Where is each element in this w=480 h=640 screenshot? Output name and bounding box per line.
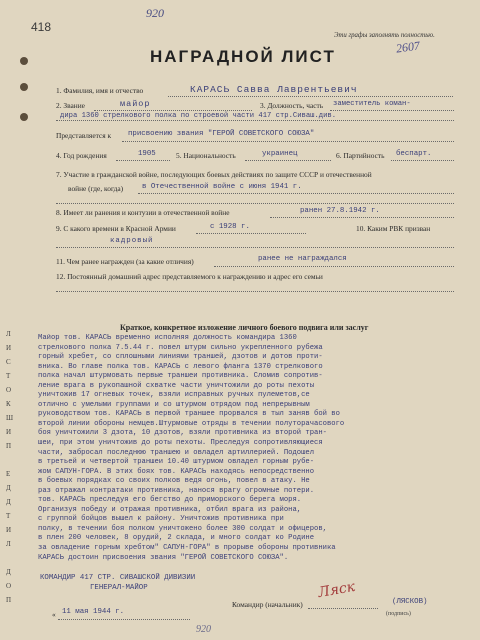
presented-label: Представляется к xyxy=(56,131,112,140)
field-8-value: ранен 27.8.1942 г. xyxy=(300,207,380,215)
field-9-label: 9. С какого времени в Красной Армии xyxy=(56,224,176,233)
presented-value: присвоению звания "ГЕРОЙ СОВЕТСКОГО СОЮЗА" xyxy=(128,130,315,138)
date-prefix: « xyxy=(52,610,56,619)
commander-signature: Ляск xyxy=(316,578,357,602)
field-12-label: 12. Постоянный домашний адрес представляемого к награждению и адрес его семьи xyxy=(56,272,323,281)
field-7-label: 7. Участие в гражданской войне, последующих боевых действиях по защите СССР и отечественной xyxy=(56,170,372,179)
field-3-label: 3. Должность, часть xyxy=(260,101,324,110)
stamp-number: 2607 xyxy=(395,38,421,56)
field-3-value: заместитель коман- xyxy=(333,100,411,108)
field-10-label: 10. Каким РВК призван xyxy=(356,224,431,233)
field-3-value-cont: дира 1360 стрелкового полка по строевой части 417 стр.Сиваш.див. xyxy=(60,112,337,120)
field-4-label: 4. Год рождения xyxy=(56,151,107,160)
page-title: НАГРАДНОЙ ЛИСТ xyxy=(150,47,336,66)
side-vertical-text: Л И С Т О К Ш И П Е Д Д Т И Л Д О П xyxy=(6,330,14,604)
field-5-label: 5. Национальность xyxy=(176,151,236,160)
archive-number-top: 920 xyxy=(146,6,164,20)
bottom-archive-number: 920 xyxy=(196,624,211,635)
field-8-label: 8. Имеет ли ранения и контузии в отечественной войне xyxy=(56,208,230,217)
field-10-value: кадровый xyxy=(110,237,154,245)
field-6-label: 6. Партийность xyxy=(336,151,385,160)
top-note: Эти графы заполнять полностью. xyxy=(334,32,435,39)
field-1-label: 1. Фамилия, имя и отчество xyxy=(56,86,144,95)
date-value: 11 мая 1944 г. xyxy=(62,608,125,616)
field-11-value: ранее не награждался xyxy=(258,255,347,263)
field-2-value: майор xyxy=(120,99,151,109)
commander-label: Командир (начальник) xyxy=(232,600,303,609)
field-9-value: с 1928 г. xyxy=(210,223,250,231)
punch-hole xyxy=(20,113,28,121)
archive-number: 418 xyxy=(31,20,52,34)
commander-title: КОМАНДИР 417 СТР. СИВАШСКОЙ ДИВИЗИИ xyxy=(40,574,196,582)
narrative-heading: Краткое, конкретное изложение личного боевого подвига или заслуг xyxy=(120,323,369,332)
field-2-label: 2. Звание xyxy=(56,101,85,110)
field-5-value: украинец xyxy=(262,150,298,158)
commander-name: (ЛЯСКОВ) xyxy=(392,598,428,606)
field-4-value: 1905 xyxy=(138,150,156,158)
field-6-value: беспарт. xyxy=(396,150,432,158)
commander-rank: ГЕНЕРАЛ-МАЙОР xyxy=(90,584,148,592)
field-11-label: 11. Чем ранее награжден (за какие отличия) xyxy=(56,257,194,266)
punch-hole xyxy=(20,57,28,65)
field-7-value: в Отечественной войне с июня 1941 г. xyxy=(142,183,302,191)
field-1-value: КАРАСЬ Савва Лаврентьевич xyxy=(190,84,358,95)
field-7-label-cont: войне (где, когда) xyxy=(68,184,124,193)
punch-hole xyxy=(20,83,28,91)
narrative-text: Майор тов. КАРАСЬ временно исполняя должность командира 1360 стрелкового полка 7.5.44 г. повел штурм сильно укрепленного рубежа горный хребет, со сплошными линиями траншей, дзотов и дотов проти- вника. Во главе полка тов. КАРАСЬ с левого фланга 1370 стрелкового полка начал штурмовать первые траншеи противника. Сломив сопротив- ление врага в рукопашной схватке части уничтожили до роты пехоты уничтожив 17 огневых точек, взяли исправных ручных пулеметов,се отлично с умелыми группами и со штурмом отрядом под непрерывным руководством тов. КАРАСЬ в первой траншее прорвался в тыл заняв бой во второй линии обороны немцев.Штурмовые отряды в течении полуторачасового боя уничтожили 3 дзота, 10 дзотов, взяли противника из второй тран- шеи, при этом уничтожив до роты пехоты. Преследуя сопротивляющиеся части, забросал последнюю траншею и овладел артиллерией. Подошел в третьей и четвертой траншеи 10.40 штурмом овладел горным рубе- жом САПУН-ГОРА. В этих боях тов. КАРАСЬ находясь непосредственно в боевых порядках со своих полков ведя огонь, повел в атаку. Не раз отражал контратаки противника, нанося врагу огромные потери. тов. КАРАСЬ преследуя его бегство до приморского берега моря. Организуя победу и отражая противника, отбил врага из района, с группой бойцов вышел к району. Уничтожив противника при полку, в течении боя полком уничтожено более 300 солдат и офицеров, в плен 200 человек, 8 орудий, 2 склада, и много солдат ко Родине за овладение горным хребтом" САПУН-ГОРА" в прорыве обороны противника КАРАСЬ достоин присвоения звания "ГЕРОЙ СОВЕТСКОГО СОЮЗА". xyxy=(38,334,345,562)
signature-caption: (подпись) xyxy=(386,611,411,617)
